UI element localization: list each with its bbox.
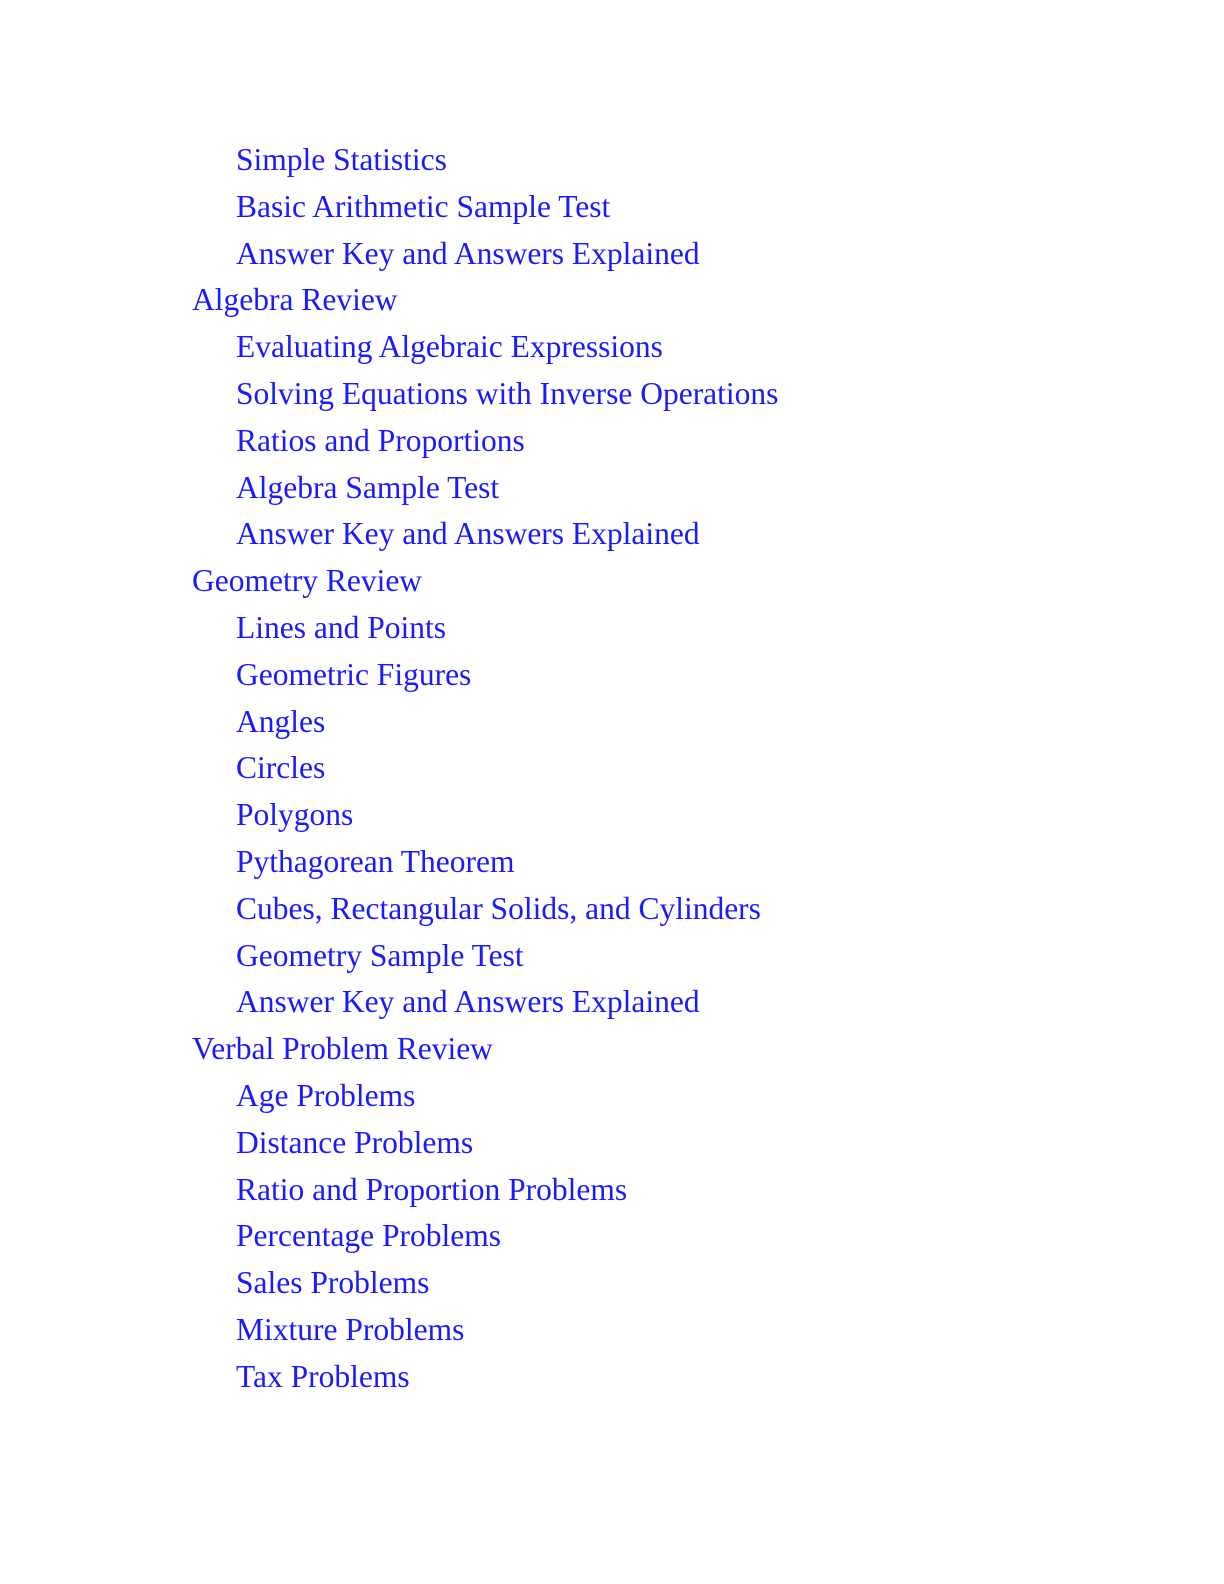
toc-link-solving-equations-inverse-operations[interactable]: Solving Equations with Inverse Operations	[236, 375, 779, 411]
toc-link-ratio-proportion-problems[interactable]: Ratio and Proportion Problems	[236, 1171, 628, 1207]
toc-link-answer-key-arithmetic[interactable]: Answer Key and Answers Explained	[236, 235, 700, 271]
toc-link-percentage-problems[interactable]: Percentage Problems	[236, 1218, 502, 1254]
toc-link-distance-problems[interactable]: Distance Problems	[236, 1124, 474, 1160]
toc-link-cubes-rectangular-solids-cylinders[interactable]: Cubes, Rectangular Solids, and Cylinders	[236, 890, 761, 926]
toc-link-answer-key-algebra[interactable]: Answer Key and Answers Explained	[236, 516, 700, 552]
toc-link-polygons[interactable]: Polygons	[236, 797, 354, 833]
toc-link-geometry-review[interactable]: Geometry Review	[192, 563, 423, 599]
toc-link-mixture-problems[interactable]: Mixture Problems	[236, 1311, 465, 1347]
toc-link-geometry-sample-test[interactable]: Geometry Sample Test	[236, 937, 524, 973]
toc-link-basic-arithmetic-sample-test[interactable]: Basic Arithmetic Sample Test	[236, 188, 611, 224]
table-of-contents	[0, 137, 1224, 1401]
toc-link-geometric-figures[interactable]: Geometric Figures	[236, 656, 472, 692]
toc-link-answer-key-geometry[interactable]: Answer Key and Answers Explained	[236, 984, 700, 1020]
toc-link-tax-problems[interactable]: Tax Problems	[236, 1358, 410, 1394]
toc-link-circles[interactable]: Circles	[236, 750, 326, 786]
toc-link-age-problems[interactable]: Age Problems	[236, 1077, 416, 1113]
toc-link-algebra-sample-test[interactable]: Algebra Sample Test	[236, 469, 500, 505]
toc-link-pythagorean-theorem[interactable]: Pythagorean Theorem	[236, 843, 515, 879]
toc-link-algebra-review[interactable]: Algebra Review	[192, 282, 398, 318]
toc-link-lines-and-points[interactable]: Lines and Points	[236, 609, 446, 645]
toc-link-evaluating-algebraic-expressions[interactable]: Evaluating Algebraic Expressions	[236, 329, 663, 365]
toc-link-sales-problems[interactable]: Sales Problems	[236, 1265, 430, 1301]
toc-link-verbal-problem-review[interactable]: Verbal Problem Review	[192, 1031, 493, 1067]
toc-link-angles[interactable]: Angles	[236, 703, 326, 739]
toc-link-ratios-and-proportions[interactable]: Ratios and Proportions	[236, 422, 525, 458]
toc-link-simple-statistics[interactable]: Simple Statistics	[236, 142, 447, 177]
